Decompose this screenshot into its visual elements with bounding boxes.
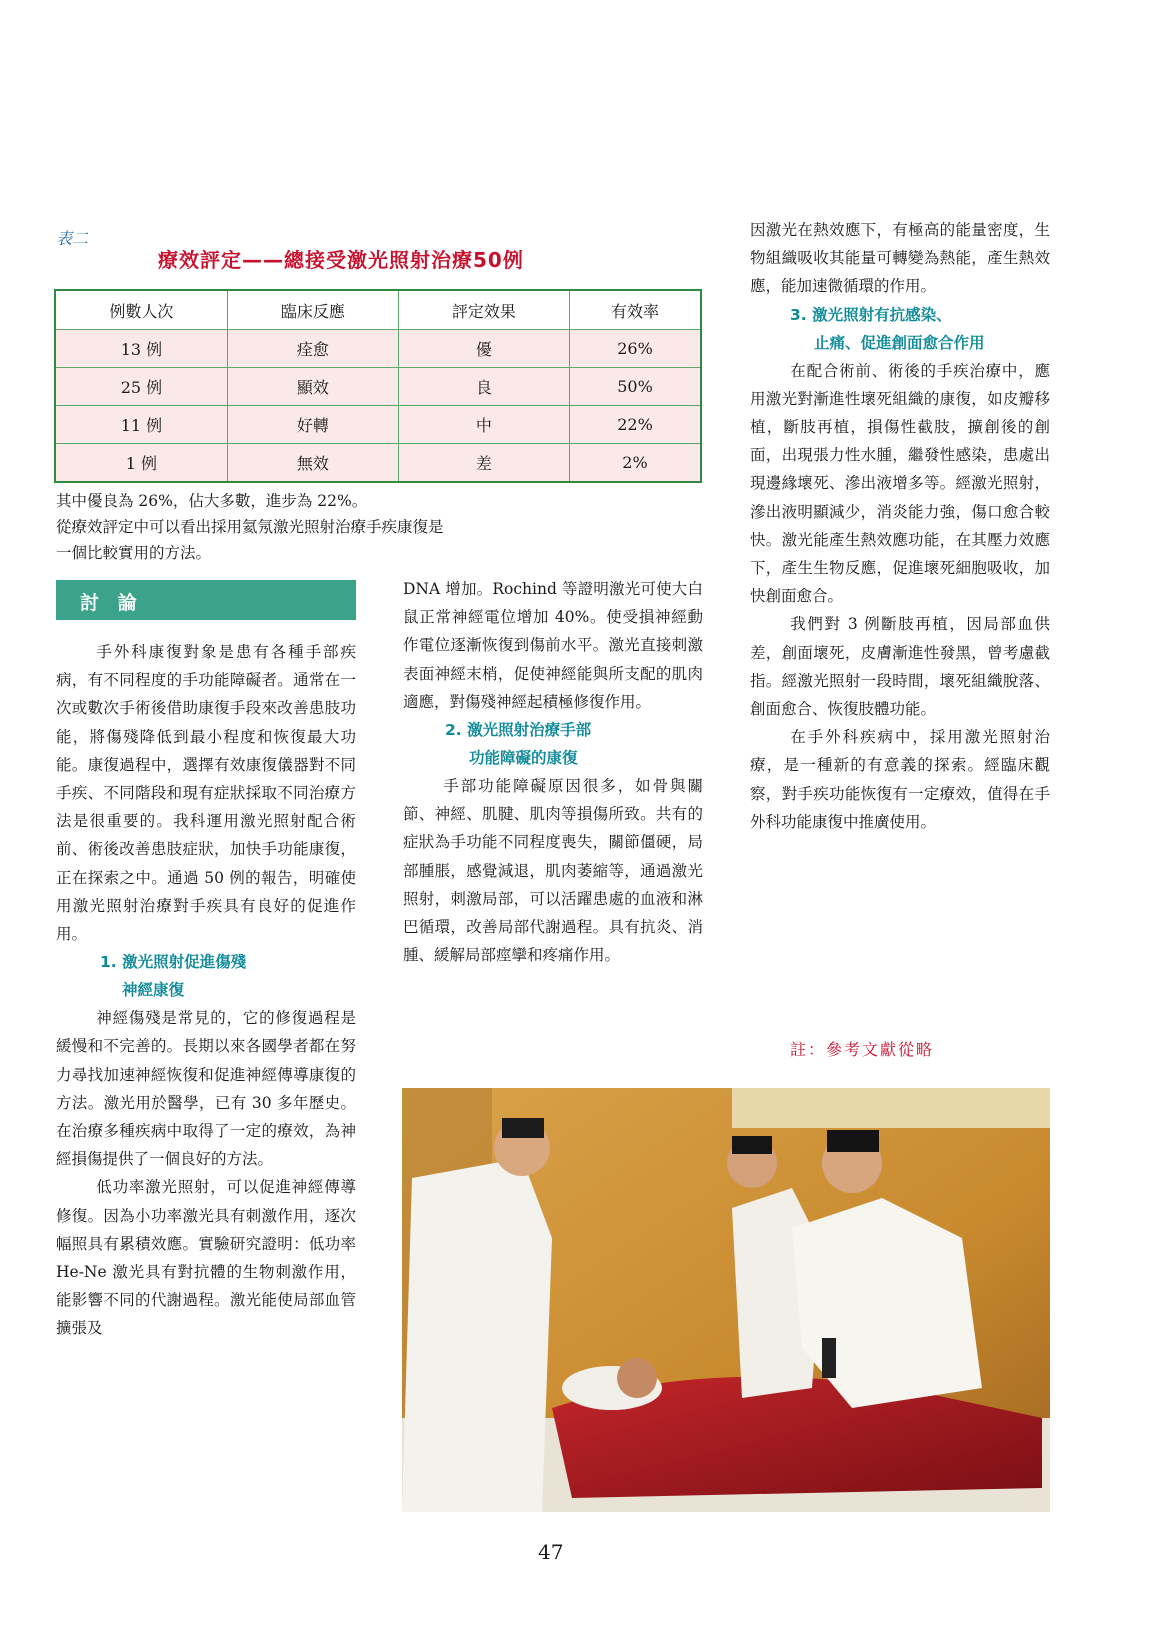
paragraph: 低功率激光照射，可以促進神經傳導修復。因為小功率激光具有刺激作用，逐次幅照具有累積效應。實驗研究證明：低功率 He-Ne 激光具有對抗體的生物刺激作用，能影響不同的代謝過程。激光能使局部血管擴張及 xyxy=(56,1178,356,1338)
paragraph: 在配合術前、術後的手疾治療中，應用激光對漸進性壞死組織的康復，如皮瓣移植，斷肢再植，損傷性截肢，擴創後的創面，出現張力性水腫，繼發性感染，患處出現邊緣壞死、滲出液增多等。經激光照射，滲出液明顯減少，消炎能力強，傷口愈合較快。激光能產生熱效應功能，在其壓力效應下，產生生物反應，促進壞死細胞吸收，加快創面愈合。 xyxy=(750,361,1050,606)
subheading: 3. 激光照射有抗感染、 xyxy=(790,305,952,324)
paragraph: 手部功能障礙原因很多，如骨與關節、神經、肌腱、肌肉等損傷所致。共有的症狀為手功能不同程度喪失，關節僵硬，局部腫脹，感覺減退，肌肉萎縮等，通過激光照射，刺激局部，可以活躍患處的血液和淋巴循環，改善局部代謝過程。具有抗炎、消腫、緩解局部痙攣和疼痛作用。 xyxy=(403,777,703,965)
subheading: 1. 激光照射促進傷殘 xyxy=(100,953,247,972)
column-2 xyxy=(403,575,703,969)
page-number: 47 xyxy=(538,1540,564,1564)
section-heading: 討 論 xyxy=(80,592,143,614)
table-cell: 優 xyxy=(398,330,569,368)
table-row xyxy=(55,368,701,406)
table-cell: 25 例 xyxy=(55,368,227,406)
table-cell: 11 例 xyxy=(55,406,227,444)
subheading: 神經康復 xyxy=(122,981,185,1000)
table-note-line: 其中優良為 26%，佔大多數，進步為 22%。 xyxy=(56,492,368,510)
table-header-cell: 例數人次 xyxy=(55,290,227,330)
subheading: 功能障礙的康復 xyxy=(469,749,578,768)
table-cell: 差 xyxy=(398,444,569,483)
table-header-row xyxy=(55,290,701,330)
table-cell: 痊愈 xyxy=(227,330,398,368)
paragraph: 在手外科疾病中，採用激光照射治療，是一種新的有意義的探索。經臨床觀察，對手疾功能恢復有一定療效，值得在手外科功能康復中推廣使用。 xyxy=(750,728,1050,831)
table-row xyxy=(55,406,701,444)
table-cell: 良 xyxy=(398,368,569,406)
column-1 xyxy=(56,638,356,1343)
subheading: 止痛、促進創面愈合作用 xyxy=(814,333,985,352)
clinic-photo xyxy=(402,1088,1050,1512)
table-header-cell: 臨床反應 xyxy=(227,290,398,330)
table-cell: 50% xyxy=(569,368,701,406)
subheading: 2. 激光照射治療手部 xyxy=(445,721,592,740)
table-cell: 無效 xyxy=(227,444,398,483)
table-header-cell: 有效率 xyxy=(569,290,701,330)
table-row xyxy=(55,330,701,368)
table-label: 表二 xyxy=(56,229,89,248)
table-cell: 好轉 xyxy=(227,406,398,444)
efficacy-table xyxy=(54,289,702,483)
table-cell: 13 例 xyxy=(55,330,227,368)
table-row xyxy=(55,444,701,483)
table-title: 療效評定——總接受激光照射治療50例 xyxy=(158,248,524,272)
table-cell: 22% xyxy=(569,406,701,444)
paragraph: 我們對 3 例斷肢再植，因局部血供差，創面壞死，皮膚漸進性發黑，曾考慮截指。經激光照射一段時間，壞死組織脫落、創面愈合、恢復肢體功能。 xyxy=(750,615,1050,719)
table-header-cell: 評定效果 xyxy=(398,290,569,330)
table-note-line: 一個比較實用的方法。 xyxy=(56,544,212,562)
paragraph: 手外科康復對象是患有各種手部疾病，有不同程度的手功能障礙者。通常在一次或數次手術後借助康復手段來改善患肢功能，將傷殘降低到最小程度和恢復最大功能。康復過程中，選擇有效康復儀器對不同手疾、不同階段和現有症狀採取不同治療方法是很重要的。我科運用激光照射配合術前、術後改善患肢症狀，加快手功能康復，正在探索之中。通過 50 例的報告，明確使用激光照射治療對手疾具有良好的促進作用。 xyxy=(56,643,356,944)
paragraph: DNA 增加。Rochind 等證明激光可使大白鼠正常神經電位增加 40%。使受損神經動作電位逐漸恢復到傷前水平。激光直接刺激表面神經末梢，促使神經能與所支配的肌肉適應，對傷殘神經起積極修復作用。 xyxy=(403,580,703,711)
footnote: 註：參考文獻從略 xyxy=(790,1040,935,1059)
table-cell: 中 xyxy=(398,406,569,444)
column-3 xyxy=(750,216,1050,836)
paragraph: 因激光在熱效應下，有極高的能量密度，生物組織吸收其能量可轉變為熱能，產生熱效應，能加速微循環的作用。 xyxy=(750,221,1050,296)
section-heading-bar xyxy=(56,580,356,620)
table-cell: 2% xyxy=(569,444,701,483)
table-note-line: 從療效評定中可以看出採用氦氖激光照射治療手疾康復是 xyxy=(56,518,444,536)
table-cell: 顯效 xyxy=(227,368,398,406)
table-cell: 26% xyxy=(569,330,701,368)
paragraph: 神經傷殘是常見的，它的修復過程是緩慢和不完善的。長期以來各國學者都在努力尋找加速神經恢復和促進神經傳導康復的方法。激光用於醫學，已有 30 多年歷史。在治療多種疾病中取得了一定的療效，為神經損傷提供了一個良好的方法。 xyxy=(56,1009,356,1169)
table-cell: 1 例 xyxy=(55,444,227,483)
